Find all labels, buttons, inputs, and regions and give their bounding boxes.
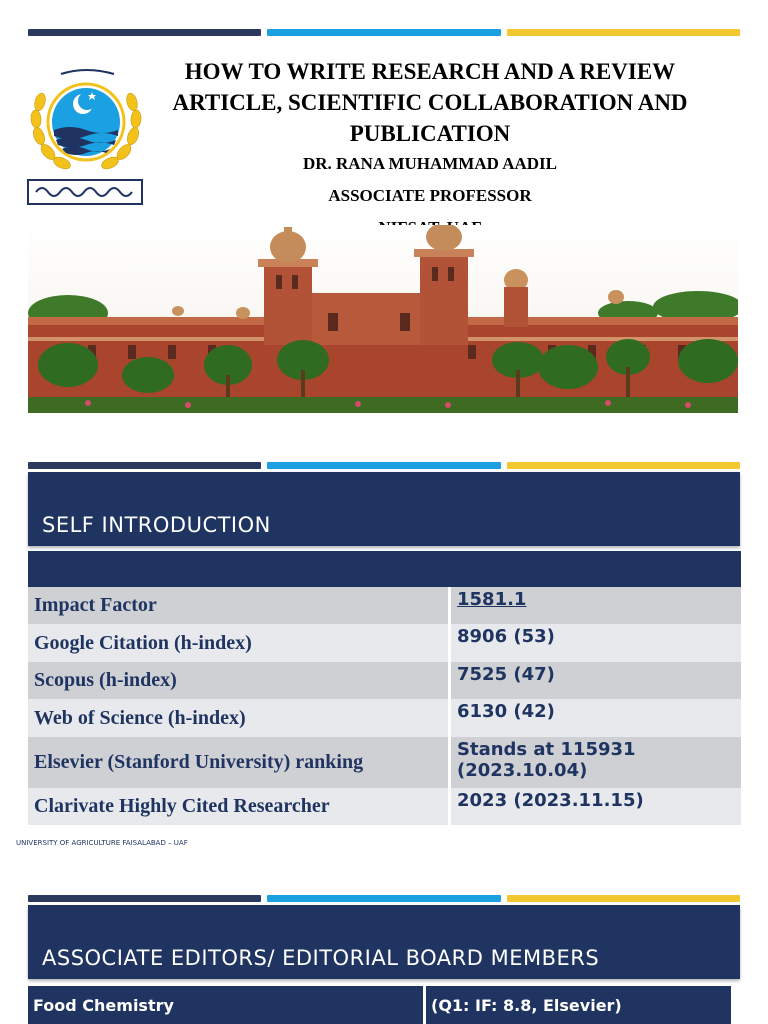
metric-value xyxy=(450,587,742,624)
metric-value: 6130 (42) xyxy=(450,699,742,737)
impact-factor-link[interactable]: 1581.1 xyxy=(457,589,527,610)
table-row xyxy=(28,737,741,788)
metrics-table xyxy=(28,551,741,825)
self-introduction-title: SELF INTRODUCTION xyxy=(42,513,271,537)
table-row xyxy=(28,699,741,737)
table-row xyxy=(28,662,741,699)
metric-label: Google Citation (h-index) xyxy=(28,624,450,662)
slide-footer: UNIVERSITY OF AGRICULTURE FAISALABAD – UAF xyxy=(16,839,188,847)
metric-label: Web of Science (h-index) xyxy=(28,699,450,737)
metric-label: Scopus (h-index) xyxy=(28,662,450,699)
title-line-1: HOW TO WRITE RESEARCH AND A REVIEW xyxy=(184,59,676,84)
campus-building-photo xyxy=(28,225,738,413)
journal-details: (Q1: IF: 8.8, Elsevier) xyxy=(425,986,732,1024)
table-row xyxy=(28,788,741,825)
metric-value: 2023 (2023.11.15) xyxy=(450,788,742,825)
slide3-top-stripes xyxy=(28,895,740,902)
author-position: ASSOCIATE PROFESSOR xyxy=(328,186,532,205)
title-line-3: PUBLICATION xyxy=(349,121,511,146)
journal-name: Food Chemistry xyxy=(28,986,425,1024)
metric-label: Impact Factor xyxy=(28,587,450,624)
metric-value: 7525 (47) xyxy=(450,662,742,699)
metric-value: 8906 (53) xyxy=(450,624,742,662)
table-row xyxy=(28,986,731,1024)
slide1-top-stripes xyxy=(28,29,740,36)
table-row xyxy=(28,587,741,624)
author-name: DR. RANA MUHAMMAD AADIL xyxy=(302,154,558,173)
editors-table xyxy=(28,986,731,1024)
slide2-top-stripes xyxy=(28,462,740,469)
metric-value: Stands at 115931 (2023.10.04) xyxy=(450,737,742,788)
metrics-table-header xyxy=(28,551,741,587)
table-row xyxy=(28,624,741,662)
presentation-title xyxy=(130,56,730,149)
metric-label: Clarivate Highly Cited Researcher xyxy=(28,788,450,825)
university-crest-icon xyxy=(26,64,146,209)
metric-label: Elsevier (Stanford University) ranking xyxy=(28,737,450,788)
title-line-2: ARTICLE, SCIENTIFIC COLLABORATION AND xyxy=(172,90,688,115)
editors-title: ASSOCIATE EDITORS/ EDITORIAL BOARD MEMBERS xyxy=(42,946,600,970)
